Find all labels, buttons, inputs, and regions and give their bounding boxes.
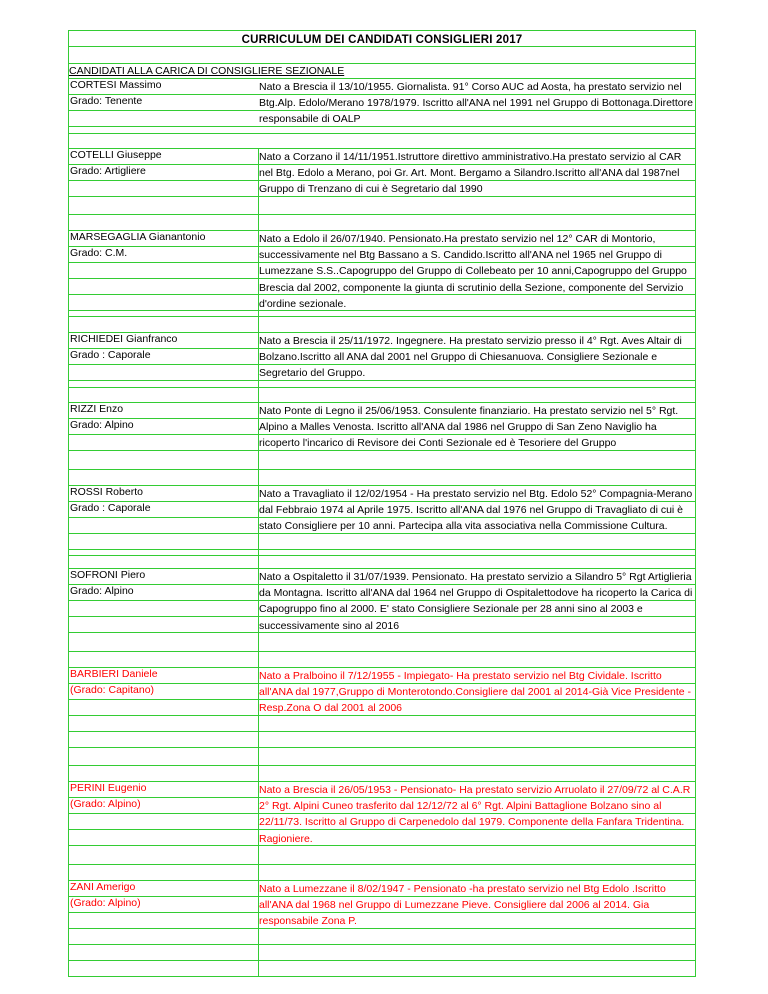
candidate-name: CORTESI Massimo [70, 79, 162, 91]
candidate-bio: Nato a Lumezzane il 8/02/1947 - Pensionato -ha prestato servizio nel Btg Edolo .Iscritto all'ANA dal 1968 nel Gruppo di Lumezzane Pieve. Consigliere dal 2006 al 2014. Gia responsabile Zona P. [259, 883, 666, 928]
candidate-bio: Nato a Brescia il 25/11/1972. Ingegnere. Ha prestato servizio presso il 4° Rgt. Aves Altair di Bolzano.Iscritto all ANA dal 2001 nel Gruppo di Chiesanuova. Consigliere Sezionale e Segretario del Gruppo. [259, 335, 682, 380]
grid-line [68, 845, 696, 846]
grid-line [68, 110, 696, 111]
grid-line [68, 278, 696, 279]
candidate-grade: Grado : Caporale [70, 502, 151, 514]
grid-line [68, 813, 696, 814]
candidate-name: SOFRONI Piero [70, 569, 146, 581]
candidate-bio: Nato a Brescia il 13/10/1955. Giornalista. 91° Corso AUC ad Aosta, ha prestato servizio nel Btg.Alp. Edolo/Merano 1978/1979. Iscritto all'ANA nel 1991 nel Gruppo di Bottonaga.Direttore responsabile di OALP [259, 81, 693, 126]
grid-line [68, 418, 696, 419]
candidate-name: RICHIEDEI Gianfranco [70, 333, 178, 345]
grid-line [68, 765, 696, 766]
grid-line [68, 126, 696, 127]
grid-line [68, 46, 696, 47]
grid-line [68, 348, 696, 349]
candidate-name: BARBIERI Daniele [70, 668, 158, 680]
grid-line [68, 976, 696, 977]
grid-line [68, 829, 696, 830]
candidate-bio: Nato a Pralboino il 7/12/1955 - Impiegato- Ha prestato servizio nel Btg Cividale. Iscritto all'ANA dal 1977,Gruppo di Monterotondo.Consigliere dal 2001 al 2014-Già Vice Presidente - Resp.Zona O dal 2001 al 2006 [259, 670, 691, 715]
grid-line [68, 485, 696, 486]
grid-line [68, 533, 696, 534]
grid-line [68, 294, 696, 295]
grid-line [68, 928, 696, 929]
grid-line [68, 180, 696, 181]
candidate-grade: Grado : Caporale [70, 349, 151, 361]
grid-line [68, 632, 696, 633]
grid-column-line [258, 148, 259, 976]
grid-line [68, 310, 696, 311]
grid-line [68, 960, 696, 961]
grid-line [68, 616, 696, 617]
grid-line [68, 164, 696, 165]
candidate-name: RIZZI Enzo [70, 403, 124, 415]
grid-line [68, 450, 696, 451]
candidate-grade: Grado: Tenente [70, 95, 143, 107]
candidate-bio: Nato a Travagliato il 12/02/1954 - Ha prestato servizio nel Btg. Edolo 52° Compagnia-Merano dal Febbraio 1974 al Aprile 1975. Iscritto all'ANA dal 1976 nel Gruppo di Travagliato di cui è stato Consigliere per 10 anni. Partecipa alla vita associativa nella Commissione Cultura. [259, 488, 693, 533]
section-heading: CANDIDATI ALLA CARICA DI CONSIGLIERE SEZIONALE [69, 65, 345, 77]
grid-line [68, 434, 696, 435]
grid-line [68, 78, 696, 79]
grid-line [68, 214, 696, 215]
grid-line [68, 747, 696, 748]
grid-line [68, 402, 696, 403]
grid-line [68, 549, 696, 550]
candidate-bio: Nato a Brescia il 26/05/1953 - Pensionato- Ha prestato servizio Arruolato il 27/09/72 al C.A.R 2° Rgt. Alpini Cuneo trasferito dal 12/12/72 al 6° Rgt. Alpini Battaglione Bolzano sino al 22/11/73. Iscritto al Gruppo di Carpenedolo dal 1979. Componente della Fanfara Tridentina. Ragioniere. [259, 784, 691, 845]
candidate-grade: Grado: C.M. [70, 247, 128, 259]
candidate-name: PERINI Eugenio [70, 782, 147, 794]
candidate-bio: Nato Ponte di Legno il 25/06/1953. Consulente finanziario. Ha prestato servizio nel 5° Rgt. Alpino a Malles Venosta. Iscritto all'ANA dal 1986 nel Gruppo di San Zeno Naviglio ha ricoperto l'incarico di Revisore dei Conti Sezionale ed è Tesoriere del Gruppo [259, 405, 679, 450]
candidate-grade: (Grado: Alpino) [70, 798, 141, 810]
grid-line [68, 364, 696, 365]
grid-line [68, 864, 696, 865]
grid-line [68, 731, 696, 732]
grid-line [68, 797, 696, 798]
grid-line [68, 896, 696, 897]
grid-line [68, 148, 696, 149]
grid-line [68, 667, 696, 668]
grid-line [68, 196, 696, 197]
grid-line [68, 880, 696, 881]
candidate-bio: Nato a Corzano il 14/11/1951.Istruttore direttivo amministrativo.Ha prestato servizio al CAR nel Btg. Edolo a Merano, poi Gr. Art. Mont. Bergamo a Silandro.Iscritto all'ANA dal 1987nel Gruppo di Trenzano di cui è Segretario dal 1990 [259, 151, 682, 196]
grid-column-line [695, 30, 696, 976]
grid-line [68, 332, 696, 333]
grid-line [68, 94, 696, 95]
candidate-name: ZANI Amerigo [70, 881, 136, 893]
grid-line [68, 912, 696, 913]
candidate-bio: Nato a Ospitaletto il 31/07/1939. Pensionato. Ha prestato servizio a Silandro 5° Rgt Artiglieria da Montagna. Iscritto all'ANA dal 1964 nel Gruppo di Ospitalettodove ha ricoperto la Carica di Capogruppo fino al 2000. E' stato Consigliere Sezionale per 28 anni sino al 2003 e successivamente sino al 2016 [259, 571, 693, 632]
candidate-grade: Grado: Alpino [70, 419, 134, 431]
grid-line [68, 469, 696, 470]
grid-line [68, 683, 696, 684]
page-title: CURRICULUM DEI CANDIDATI CONSIGLIERI 2017 [241, 34, 523, 46]
grid-line [68, 316, 696, 317]
candidate-grade: (Grado: Alpino) [70, 897, 141, 909]
grid-line [68, 501, 696, 502]
grid-line [68, 262, 696, 263]
candidate-grade: (Grado: Capitano) [70, 684, 155, 696]
candidate-grade: Grado: Alpino [70, 585, 134, 597]
grid-line [68, 600, 696, 601]
grid-line [68, 944, 696, 945]
grid-line [68, 555, 696, 556]
grid-line [68, 63, 696, 64]
grid-line [68, 699, 696, 700]
grid-line [68, 651, 696, 652]
grid-line [68, 781, 696, 782]
candidate-name: MARSEGAGLIA Gianantonio [70, 231, 206, 243]
grid-line [68, 30, 696, 31]
grid-line [68, 568, 696, 569]
grid-line [68, 584, 696, 585]
grid-line [68, 387, 696, 388]
grid-line [68, 246, 696, 247]
grid-line [68, 133, 696, 134]
grid-line [68, 517, 696, 518]
grid-line [68, 380, 696, 381]
candidate-bio: Nato a Edolo il 26/07/1940. Pensionato.Ha prestato servizio nel 12° CAR di Montorio, successivamente nel Btg Bassano a S. Candido.Iscritto all'ANA nel 1965 nel Gruppo di Lumezzane S.S..Capogruppo del Gruppo di Collebeato per 10 anni,Capogruppo del Gruppo Brescia dal 2002, componente la giunta di scrutinio della Sezione, componente del Servizio d'ordine sezionale. [259, 233, 687, 310]
candidate-name: COTELLI Giuseppe [70, 149, 162, 161]
candidate-grade: Grado: Artigliere [70, 165, 146, 177]
grid-column-line [68, 30, 69, 976]
grid-line [68, 715, 696, 716]
grid-line [68, 230, 696, 231]
candidate-name: ROSSI Roberto [70, 486, 143, 498]
